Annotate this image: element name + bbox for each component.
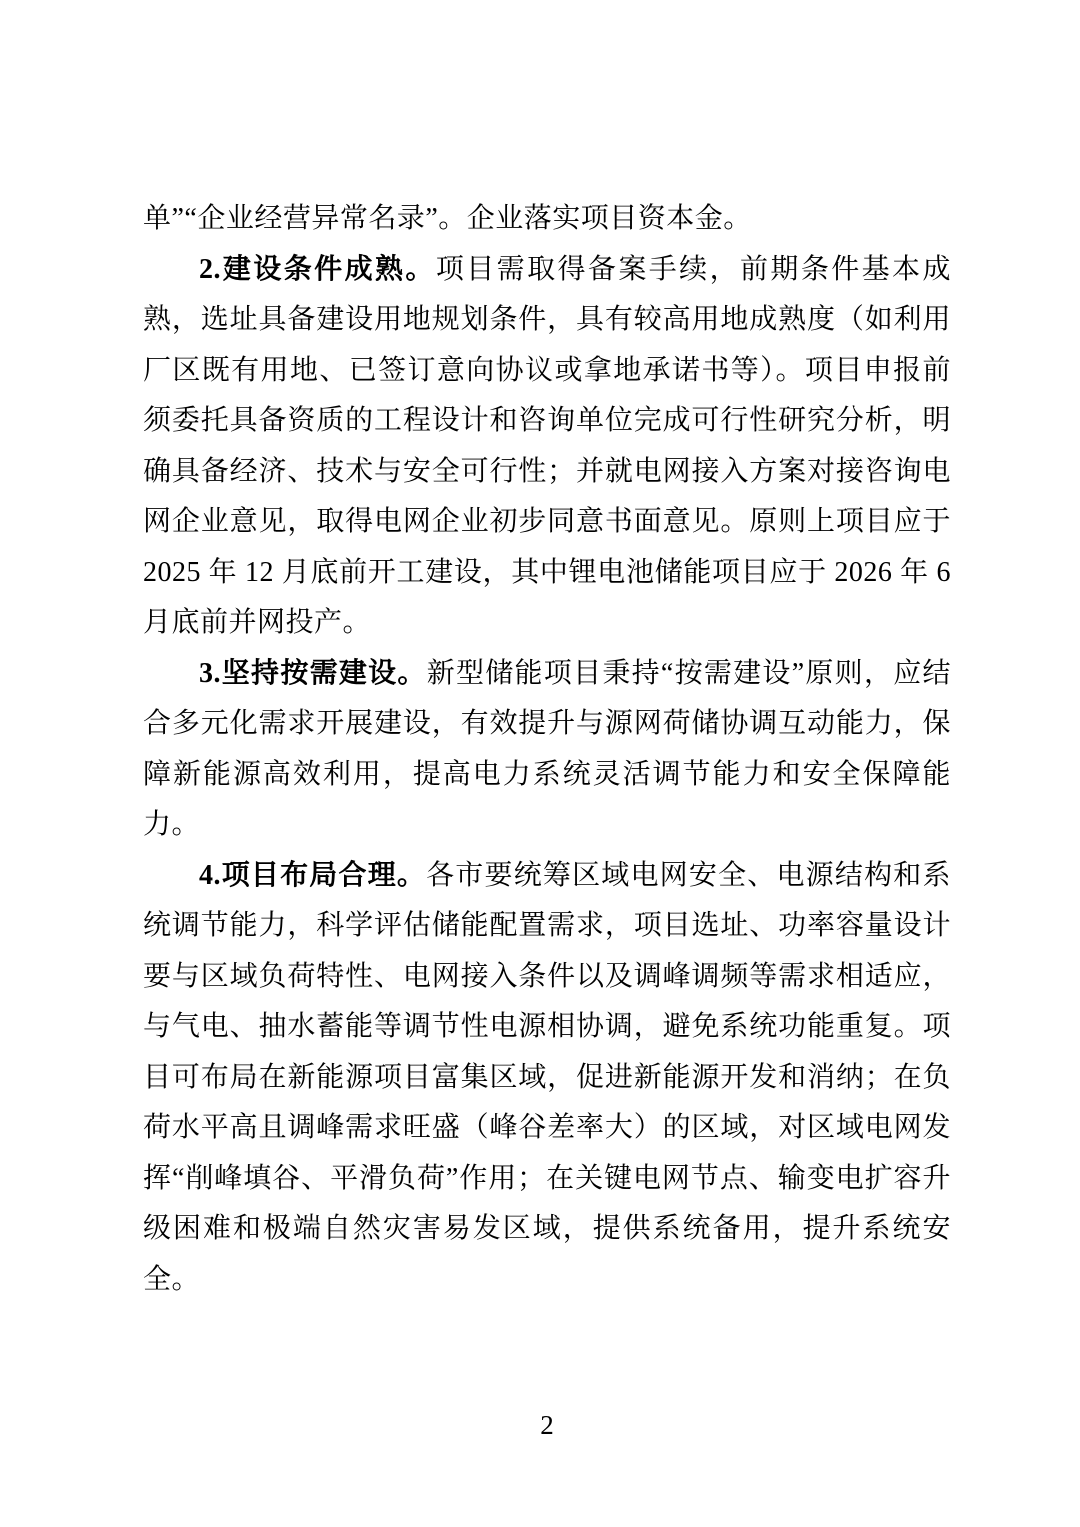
page-number: 2: [540, 1410, 554, 1440]
paragraph-item-2: [143, 245, 951, 649]
paragraph-text: 新型储能项目秉持“按需建设”原则，应结合多元化需求开展建设，有效提升与源网荷储协调互动能力，保障新能源高效利用，提高电力系统灵活调节能力和安全保障能力。: [143, 657, 951, 840]
document-body: [143, 194, 951, 1305]
paragraph-continuation: [143, 194, 951, 245]
paragraph-lead: 2.建设条件成熟。: [199, 253, 436, 285]
paragraph-text: 项目需取得备案手续，前期条件基本成熟，选址具备建设用地规划条件，具有较高用地成熟度（如利用厂区既有用地、已签订意向协议或拿地承诺书等）。项目申报前须委托具备资质的工程设计和咨询单位完成可行性研究分析，明确具备经济、技术与安全可行性；并就电网接入方案对接咨询电网企业意见，取得电网企业初步同意书面意见。原则上项目应于 2025 年 12 月底前开工建设，其中锂电池储能项目应于 2026 年 6 月底前并网投产。: [143, 253, 951, 638]
paragraph-text: 单”“企业经营异常名录”。企业落实项目资本金。: [143, 203, 752, 234]
paragraph-item-3: [143, 649, 951, 851]
paragraph-item-4: [143, 851, 951, 1306]
paragraph-text: 各市要统筹区域电网安全、电源结构和系统调节能力，科学评估储能配置需求，项目选址、功率容量设计要与区域负荷特性、电网接入条件以及调峰调频等需求相适应，与气电、抽水蓄能等调节性电源相协调，避免系统功能重复。项目可布局在新能源项目富集区域，促进新能源开发和消纳；在负荷水平高且调峰需求旺盛（峰谷差率大）的区域，对区域电网发挥“削峰填谷、平滑负荷”作用；在关键电网节点、输变电扩容升级困难和极端自然灾害易发区域，提供系统备用，提升系统安全。: [143, 859, 951, 1295]
paragraph-lead: 4.项目布局合理。: [199, 859, 427, 891]
paragraph-lead: 3.坚持按需建设。: [199, 657, 427, 689]
